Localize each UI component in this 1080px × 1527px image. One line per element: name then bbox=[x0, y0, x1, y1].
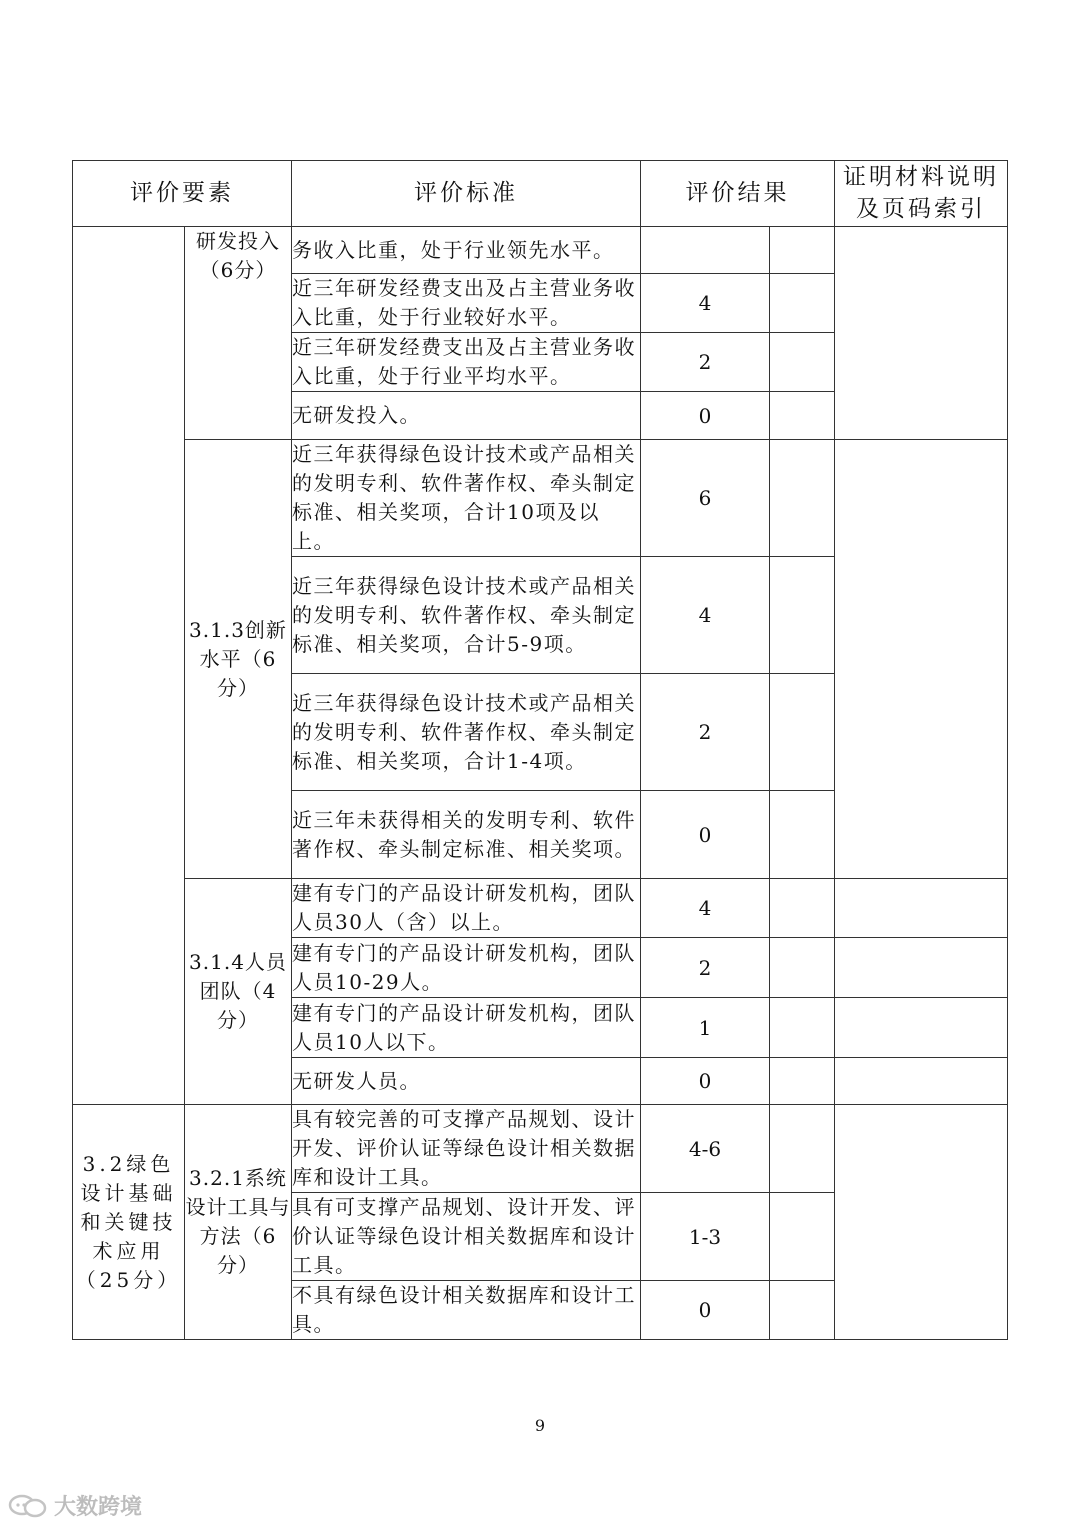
evidence-cell[interactable] bbox=[835, 879, 1008, 938]
score-cell: 1-3 bbox=[641, 1193, 770, 1281]
result-cell[interactable] bbox=[770, 879, 835, 938]
header-row bbox=[73, 161, 1008, 227]
result-cell[interactable] bbox=[770, 1193, 835, 1281]
chat-bubble-icon bbox=[8, 1493, 48, 1519]
table-row bbox=[73, 1105, 1008, 1193]
category-cell-3-1 bbox=[73, 227, 185, 1105]
result-cell[interactable] bbox=[770, 274, 835, 333]
standard-cell: 建有专门的产品设计研发机构，团队人员30人（含）以上。 bbox=[292, 879, 641, 938]
evidence-cell[interactable] bbox=[835, 938, 1008, 998]
score-cell: 4-6 bbox=[641, 1105, 770, 1193]
standard-cell: 建有专门的产品设计研发机构，团队人员10人以下。 bbox=[292, 998, 641, 1058]
evidence-cell[interactable] bbox=[835, 1058, 1008, 1105]
score-cell: 4 bbox=[641, 557, 770, 674]
element-tools: 3.2.1系统设计工具与方法（6分） bbox=[185, 1105, 292, 1340]
evaluation-table-3-2 bbox=[72, 1104, 1008, 1340]
header-element: 评价要素 bbox=[73, 161, 292, 227]
header-result: 评价结果 bbox=[641, 161, 835, 227]
table-row bbox=[73, 440, 1008, 557]
result-cell[interactable] bbox=[770, 333, 835, 392]
score-cell: 0 bbox=[641, 1058, 770, 1105]
page-number: 9 bbox=[534, 1416, 546, 1435]
standard-cell: 建有专门的产品设计研发机构，团队人员10-29人。 bbox=[292, 938, 641, 998]
result-cell[interactable] bbox=[770, 227, 835, 274]
result-cell[interactable] bbox=[770, 1281, 835, 1340]
result-cell[interactable] bbox=[770, 1058, 835, 1105]
element-innovation: 3.1.3创新水平（6分） bbox=[185, 440, 292, 879]
standard-cell: 无研发投入。 bbox=[292, 392, 641, 440]
evidence-cell[interactable] bbox=[835, 440, 1008, 879]
category-cell-3-2: 3.2绿色设计基础和关键技术应用（25分） bbox=[73, 1105, 185, 1340]
score-cell: 4 bbox=[641, 879, 770, 938]
standard-cell: 近三年未获得相关的发明专利、软件著作权、牵头制定标准、相关奖项。 bbox=[292, 791, 641, 879]
standard-cell: 近三年获得绿色设计技术或产品相关的发明专利、软件著作权、牵头制定标准、相关奖项，合计5-9项。 bbox=[292, 557, 641, 674]
element-team: 3.1.4人员团队（4分） bbox=[185, 879, 292, 1105]
result-cell[interactable] bbox=[770, 557, 835, 674]
standard-cell: 具有较完善的可支撑产品规划、设计开发、评价认证等绿色设计相关数据库和设计工具。 bbox=[292, 1105, 641, 1193]
result-cell[interactable] bbox=[770, 440, 835, 557]
score-cell: 0 bbox=[641, 791, 770, 879]
element-rd-investment: 研发投入（6分） bbox=[185, 227, 292, 440]
score-cell: 0 bbox=[641, 392, 770, 440]
watermark bbox=[8, 1490, 142, 1521]
result-cell[interactable] bbox=[770, 674, 835, 791]
watermark-text: 大数跨境 bbox=[54, 1495, 143, 1520]
standard-cell: 近三年获得绿色设计技术或产品相关的发明专利、软件著作权、牵头制定标准、相关奖项，合计1-4项。 bbox=[292, 674, 641, 791]
score-cell: 2 bbox=[641, 938, 770, 998]
score-cell: 0 bbox=[641, 1281, 770, 1340]
result-cell[interactable] bbox=[770, 392, 835, 440]
standard-cell: 具有可支撑产品规划、设计开发、评价认证等绿色设计相关数据库和设计工具。 bbox=[292, 1193, 641, 1281]
table-row bbox=[73, 227, 1008, 274]
header-evidence: 证明材料说明及页码索引 bbox=[835, 161, 1008, 227]
evidence-cell[interactable] bbox=[835, 227, 1008, 440]
evidence-cell[interactable] bbox=[835, 998, 1008, 1058]
header-standard: 评价标准 bbox=[292, 161, 641, 227]
score-cell: 6 bbox=[641, 440, 770, 557]
result-cell[interactable] bbox=[770, 1105, 835, 1193]
score-cell: 4 bbox=[641, 274, 770, 333]
evaluation-table bbox=[72, 160, 1008, 1105]
standard-cell: 无研发人员。 bbox=[292, 1058, 641, 1105]
result-cell[interactable] bbox=[770, 998, 835, 1058]
standard-cell: 不具有绿色设计相关数据库和设计工具。 bbox=[292, 1281, 641, 1340]
table-row bbox=[73, 879, 1008, 938]
result-cell[interactable] bbox=[770, 938, 835, 998]
standard-cell: 务收入比重，处于行业领先水平。 bbox=[292, 227, 641, 274]
score-cell: 1 bbox=[641, 998, 770, 1058]
standard-cell: 近三年研发经费支出及占主营业务收入比重，处于行业较好水平。 bbox=[292, 274, 641, 333]
standard-cell: 近三年获得绿色设计技术或产品相关的发明专利、软件著作权、牵头制定标准、相关奖项，合计10项及以上。 bbox=[292, 440, 641, 557]
score-cell: 2 bbox=[641, 674, 770, 791]
evidence-cell[interactable] bbox=[835, 1105, 1008, 1340]
score-cell bbox=[641, 227, 770, 274]
score-cell: 2 bbox=[641, 333, 770, 392]
result-cell[interactable] bbox=[770, 791, 835, 879]
standard-cell: 近三年研发经费支出及占主营业务收入比重，处于行业平均水平。 bbox=[292, 333, 641, 392]
